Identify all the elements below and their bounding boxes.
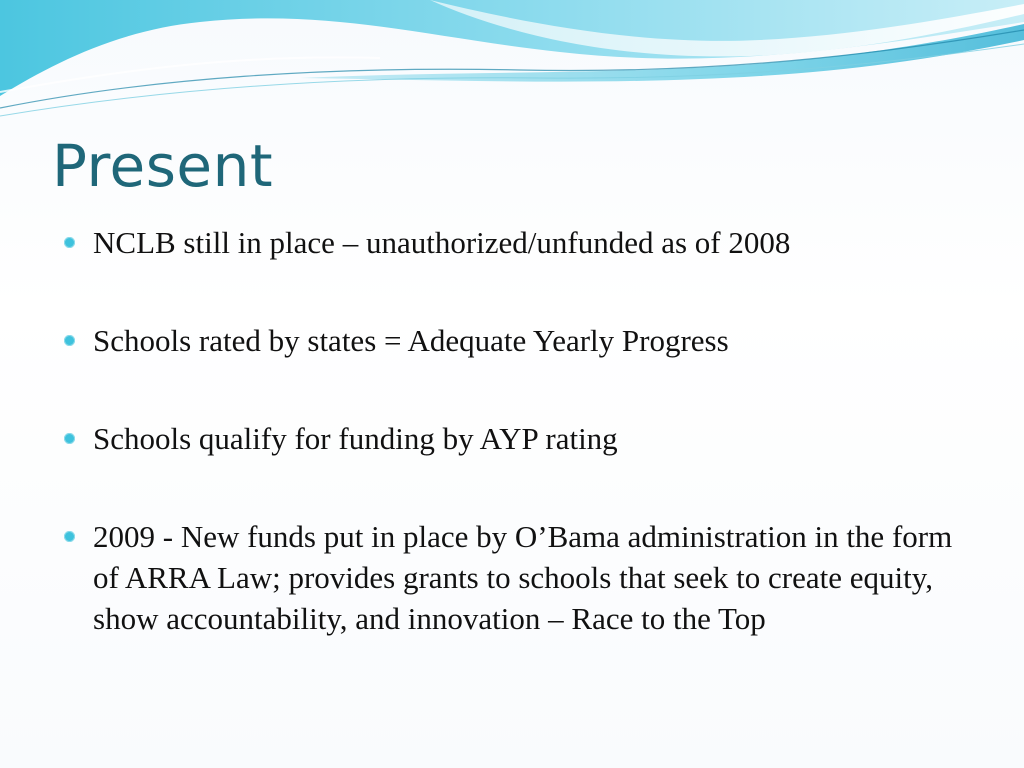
- bullet-item: [64, 320, 984, 361]
- bullet-text: Schools rated by states = Adequate Yearly Progress: [93, 323, 729, 358]
- bullet-item: [64, 418, 984, 459]
- bullet-list: [64, 222, 984, 696]
- bullet-dot-icon: [64, 433, 75, 444]
- bullet-text: NCLB still in place – unauthorized/unfunded as of 2008: [93, 225, 791, 260]
- bullet-item: [64, 516, 984, 639]
- bullet-text: Schools qualify for funding by AYP rating: [93, 421, 618, 456]
- bullet-dot-icon: [64, 237, 75, 248]
- bullet-item: [64, 222, 984, 263]
- bullet-dot-icon: [64, 335, 75, 346]
- slide-title: Present: [52, 132, 274, 200]
- bullet-dot-icon: [64, 531, 75, 542]
- wave-header-decoration: [0, 0, 1024, 130]
- bullet-text: 2009 - New funds put in place by O’Bama administration in the form of ARRA Law; provides grants to schools that seek to create equity, show accountability, and innovation – Race to the Top: [93, 519, 953, 636]
